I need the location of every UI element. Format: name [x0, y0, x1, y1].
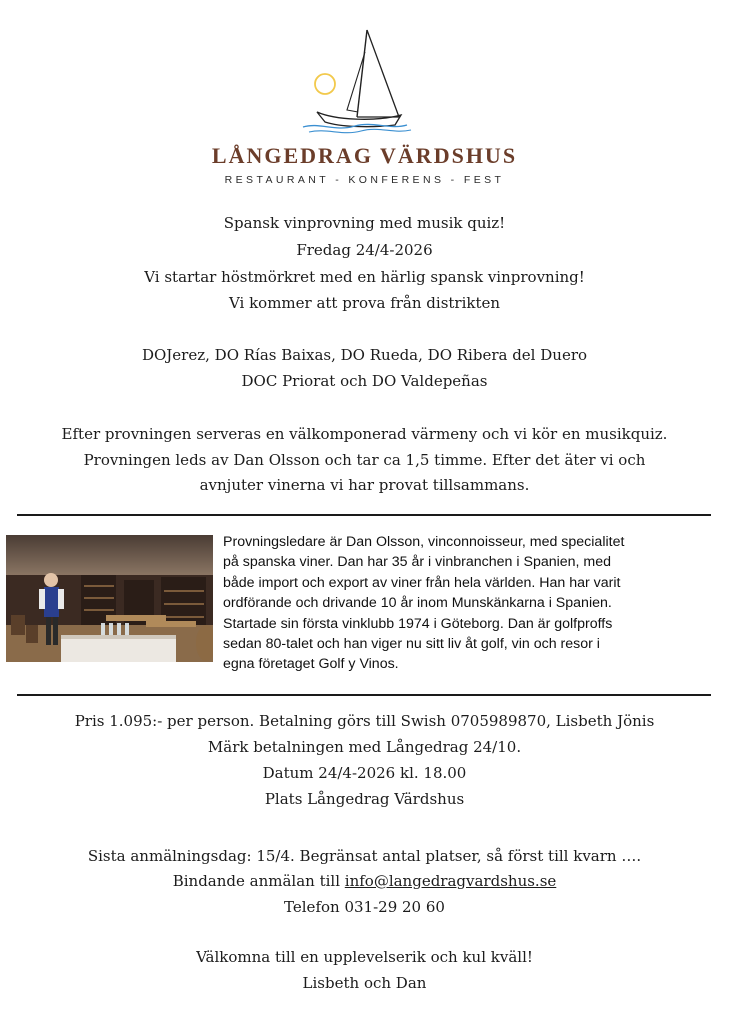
- event-date: Fredag 24/4-2026: [296, 241, 433, 259]
- bio-line: sedan 80-talet och han viger nu sitt liv åt golf, vin och resor i: [223, 636, 600, 653]
- phone-line: Telefon 031-29 20 60: [284, 898, 445, 916]
- signature-line: Lisbeth och Dan: [302, 974, 427, 992]
- event-title: Spansk vinprovning med musik quiz!: [223, 214, 506, 232]
- sailboat-logo-icon: [295, 22, 415, 137]
- districts-line: DOC Priorat och DO Valdepeñas: [241, 372, 488, 390]
- intro-line: Vi kommer att prova från distrikten: [228, 294, 501, 312]
- host-photo: [6, 535, 213, 662]
- districts-line: DOJerez, DO Rías Baixas, DO Rueda, DO Ribera del Duero: [141, 346, 588, 364]
- bio-line: Provningsledare är Dan Olsson, vinconnoisseur, med specialitet: [223, 534, 625, 550]
- description-line: Efter provningen serveras en välkomponerad värmeny och vi kör en musikquiz.: [61, 425, 668, 443]
- price-line: Pris 1.095:- per person. Betalning görs till Swish 0705989870, Lisbeth Jönis: [74, 712, 655, 730]
- place-line: Plats Långedrag Värdshus: [264, 790, 465, 808]
- divider: [17, 694, 711, 696]
- welcome-line: Välkomna till en upplevelserik och kul kväll!: [196, 948, 533, 966]
- bio-line: på spanska viner. Dan har 35 år i vinbranchen i Spanien, med: [223, 554, 612, 571]
- deadline-line: Sista anmälningsdag: 15/4. Begränsat antal platser, så först till kvarn ….: [87, 847, 642, 865]
- brand-name: LÅNGEDRAG VÄRDSHUS: [211, 143, 518, 168]
- description-line: avnjuter vinerna vi har provat tillsammans.: [199, 476, 530, 494]
- description-line: Provningen leds av Dan Olsson och tar ca 1,5 timme. Efter det äter vi och: [83, 451, 646, 469]
- brand-tagline: RESTAURANT - KONFERENS - FEST: [224, 174, 505, 186]
- bio-line: Startade sin första vinklubb 1974 i Göteborg. Dan är golfproffs: [223, 615, 613, 632]
- host-bio: [223, 532, 693, 675]
- bio-line: ordförande och drivande 10 år inom Munskänkarna i Spanien.: [223, 595, 612, 612]
- divider: [17, 514, 711, 516]
- intro-line: Vi startar höstmörkret med en härlig spansk vinprovning!: [144, 268, 585, 286]
- payment-reference-line: Märk betalningen med Långedrag 24/10.: [207, 738, 522, 756]
- bio-line: både import och export av viner från hela världen. Han har varit: [223, 574, 621, 591]
- binding-registration-line: [0, 872, 729, 890]
- binding-prefix: Bindande anmälan till: [172, 872, 345, 890]
- email-link[interactable]: info@langedragvardshus.se: [344, 872, 557, 890]
- date-line: Datum 24/4-2026 kl. 18.00: [262, 764, 467, 782]
- bio-line: egna företaget Golf y Vinos.: [223, 656, 399, 673]
